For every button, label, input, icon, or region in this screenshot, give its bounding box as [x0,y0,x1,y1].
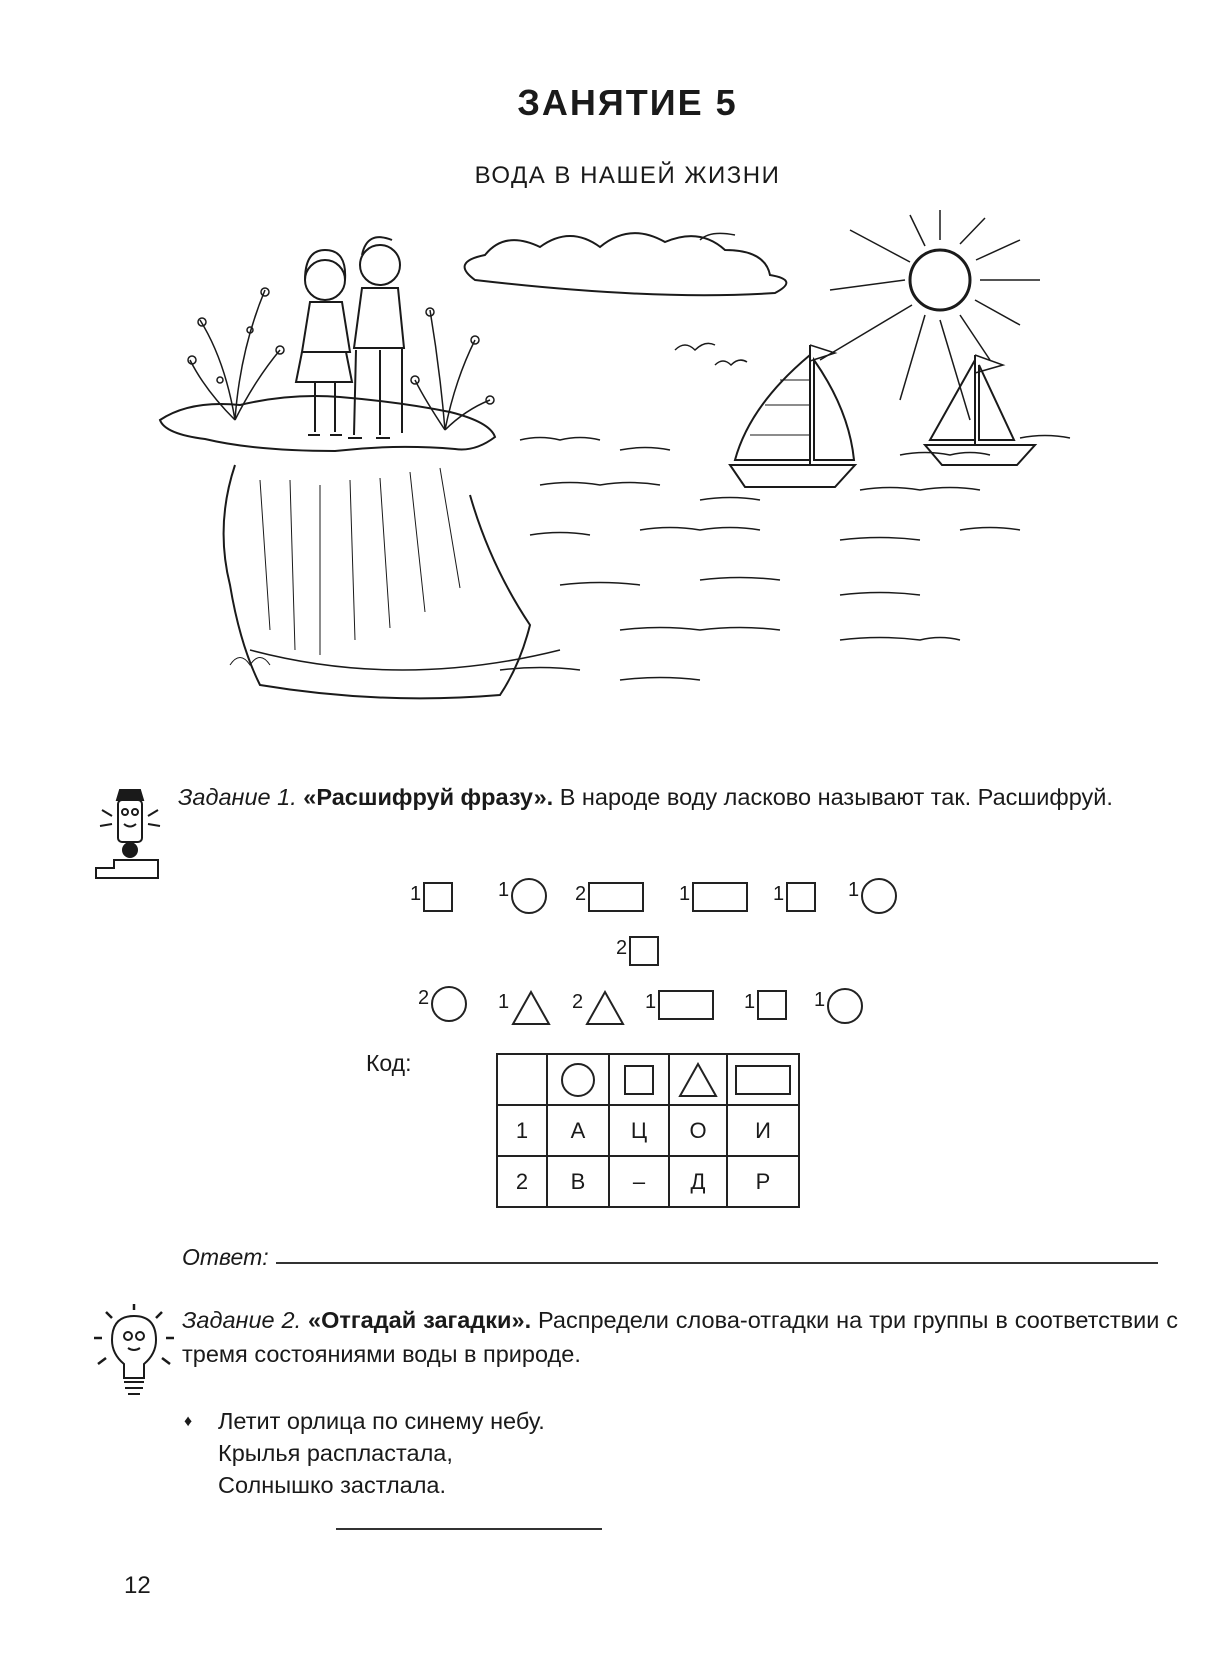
lightbulb-idea-icon [94,1302,174,1398]
puzzle-item: 1 [498,878,547,914]
task1-text [178,780,1178,814]
page-number: 12 [124,1572,151,1599]
puzzle-item: 1 [773,882,816,912]
square-icon [629,936,659,966]
table-cell: Ц [609,1105,669,1156]
rectangle-icon [588,882,644,912]
circle-icon [511,878,547,914]
riddle-line: Крылья распластала, [218,1440,453,1466]
answer-line[interactable] [276,1262,1158,1264]
triangle-icon [678,1062,718,1098]
task2-instruction: Распредели слова-отгадки на три группы в соответствии с тремя состояниями воды в природе. [182,1307,1179,1367]
puzzle-item: 2 [575,882,644,912]
circle-icon [861,878,897,914]
row-number: 1 [497,1105,547,1156]
puzzle-item: 1 [679,882,748,912]
puzzle-item: 1 [848,878,897,914]
boy-figure [348,237,404,438]
circle-icon [431,986,467,1022]
triangle-icon [585,990,625,1026]
waves-icon [500,436,1070,681]
task1-label: Задание 1. [178,784,297,810]
table-cell: В [547,1156,609,1207]
code-table [496,1053,800,1208]
circle-icon [827,988,863,1024]
puzzle-item: 2 [418,986,467,1022]
puzzle-item: 2 [616,936,659,966]
cloud-icon [465,233,787,295]
task2-label: Задание 2. [182,1307,302,1333]
table-row [497,1105,799,1156]
puzzle-item: 2 [572,990,625,1026]
lesson-title: ЗАНЯТИЕ 5 [517,82,738,123]
bird-icon [675,343,715,350]
row-number: 2 [497,1156,547,1207]
diamond-bullet-icon: ♦ [184,1413,193,1430]
bird-icon [715,360,747,365]
square-icon [624,1065,654,1095]
sailboat-icon [730,345,855,487]
riddle [184,1405,545,1501]
thinking-character-icon [92,786,166,882]
sailboat-icon [925,355,1035,465]
task2-name: «Отгадай загадки». [308,1307,532,1333]
triangle-icon [511,990,551,1026]
square-icon [757,990,787,1020]
girl-figure [296,250,352,435]
riddle-answer-line[interactable] [336,1528,602,1530]
task1-instruction: В народе воду ласково называют так. Расшифруй. [553,784,1113,810]
puzzle-item: 1 [645,990,714,1020]
rectangle-icon [658,990,714,1020]
riddle-line: Солнышко застлала. [218,1472,447,1498]
puzzle-item: 1 [744,990,787,1020]
rectangle-icon [735,1065,791,1095]
code-label: Код: [366,1050,412,1076]
answer-label: Ответ: [182,1244,269,1270]
sea-illustration [140,210,1160,730]
table-cell: А [547,1105,609,1156]
table-cell: Д [669,1156,727,1207]
circle-icon [561,1063,595,1097]
table-cell: И [727,1105,799,1156]
table-header-row [497,1054,799,1105]
table-cell: Р [727,1156,799,1207]
task1-name: «Расшифруй фразу». [303,784,554,810]
puzzle-item: 1 [498,990,551,1026]
puzzle-item: 1 [410,882,453,912]
cliff-icon [160,396,560,698]
table-cell: О [669,1105,727,1156]
puzzle-item: 1 [814,988,863,1024]
table-row [497,1156,799,1207]
riddle-line: Летит орлица по синему небу. [218,1408,545,1434]
task2-text [182,1303,1178,1371]
square-icon [423,882,453,912]
table-cell: – [609,1156,669,1207]
sun-icon [820,210,1040,420]
square-icon [786,882,816,912]
lesson-subtitle: ВОДА В НАШЕЙ ЖИЗНИ [474,162,781,189]
rectangle-icon [692,882,748,912]
